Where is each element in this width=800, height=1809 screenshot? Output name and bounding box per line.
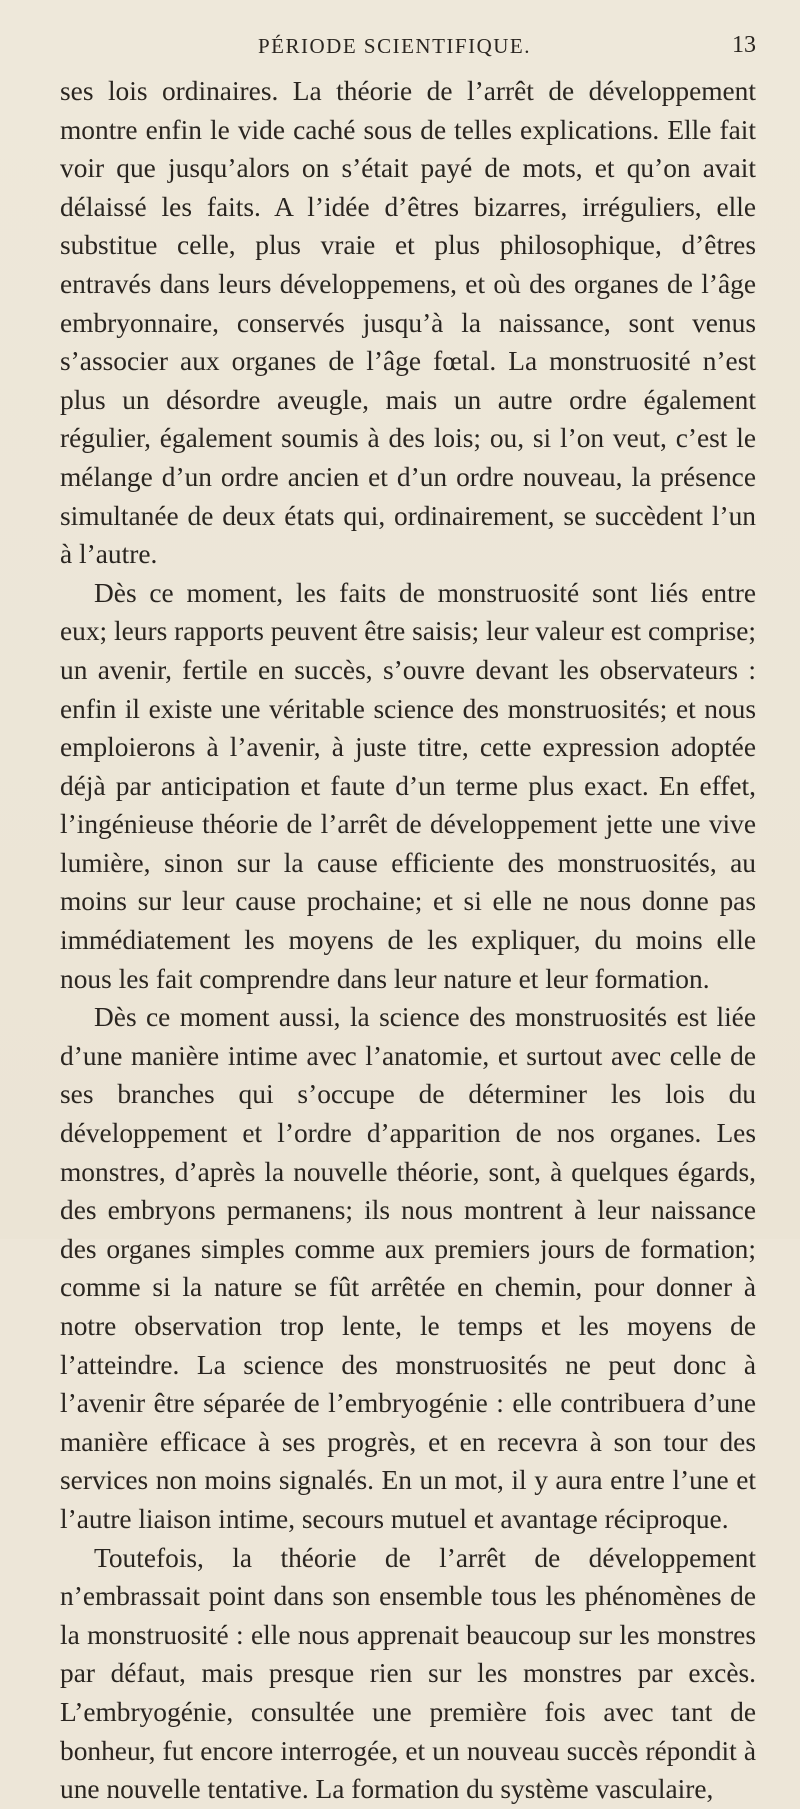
body-text	[60, 72, 756, 1809]
paragraph-continuation: ses lois ordinaires. La théorie de l’arrêt de développement montre enfin le vide caché sous de telles explications. Elle fait voir que jusqu’alors on s’était payé de mots, et qu’on avait délaissé les faits. A l’idée d’êtres bizarres, irréguliers, elle substitue celle, plus vraie et plus philosophique, d’êtres entravés dans leurs développemens, et où des organes de l’âge embryonnaire, conservés jusqu’à la naissance, sont venus s’associer aux organes de l’âge fœtal. La monstruosité n’est plus un désordre aveugle, mais un autre ordre également régulier, également soumis à des lois; ou, si l’on veut, c’est le mélange d’un ordre ancien et d’un ordre nouveau, la présence simultanée de deux états qui, ordinairement, se succèdent l’un à l’autre.	[60, 76, 756, 570]
paragraph: Toutefois, la théorie de l’arrêt de développement n’embrassait point dans son ensemble tous les phénomènes de la monstruosité : elle nous apprenait beaucoup sur les monstres par défaut, mais presque rien sur les monstres par excès. L’embryogénie, consultée une première fois avec tant de bonheur, fut encore interrogée, et un nouveau succès répondit à une nouvelle tentative. La formation du système vasculaire,	[60, 1542, 756, 1805]
paragraph: Dès ce moment, les faits de monstruosité sont liés entre eux; leurs rapports peuvent être saisis; leur valeur est comprise; un avenir, fertile en succès, s’ouvre devant les observateurs : enfin il existe une véritable science des monstruosités; et nous emploierons à l’avenir, à juste titre, cette expression adoptée déjà par anticipation et faute d’un terme plus exact. En effet, l’ingénieuse théorie de l’arrêt de développement jette une vive lumière, sinon sur la cause efficiente des monstruosités, au moins sur leur cause prochaine; et si elle ne nous donne pas immédiatement les moyens de les expliquer, du moins elle nous les fait comprendre dans leur nature et leur formation.	[60, 577, 756, 994]
running-head: PÉRIODE SCIENTIFIQUE.	[258, 34, 531, 58]
page-number: 13	[732, 32, 756, 58]
paragraph: Dès ce moment aussi, la science des monstruosités est liée d’une manière intime avec l’anatomie, et surtout avec celle de ses branches qui s’occupe de déterminer les lois du développement et l’ordre d’apparition de nos organes. Les monstres, d’après la nouvelle théorie, sont, à quelques égards, des embryons permanens; ils nous montrent à leur naissance des organes simples comme aux premiers jours de formation; comme si la nature se fût arrêtée en chemin, pour donner à notre observation trop lente, le temps et les moyens de l’atteindre. La science des monstruosités ne peut donc à l’avenir être séparée de l’embryogénie : elle contribuera d’une manière efficace à ses progrès, et en recevra à son tour des services non moins signalés. En un mot, il y aura entre l’une et l’autre liaison intime, secours mutuel et avantage réciproque.	[60, 1002, 756, 1534]
page-header	[60, 34, 756, 72]
